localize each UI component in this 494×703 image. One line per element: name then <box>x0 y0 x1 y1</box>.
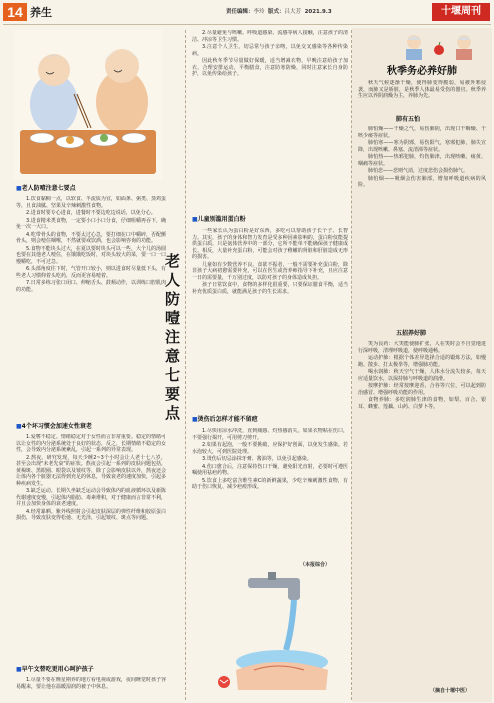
section-heading: ■烫伤后怎样才能不留疤 <box>192 416 258 423</box>
sidebar-body: 肺怕燥——干燥之气，易伤肺阴，出现口干咽燥、干咳少痰等症状。 肺怕寒——寒为阴邪，易伤阳气，寒邪犯肺，肺失宣降，出现咳嗽、鼻塞、流清涕等症状。 肺怕热——热邪犯肺，灼伤肺津，出现咳嗽、痰黄、咽痛等症状。 肺怕悲——悲则气消，过度悲伤会损伤肺气。 肺怕烟——吸烟会伤害肺部，增加呼吸道疾病的风险。 <box>358 126 486 188</box>
section-heading: ■4个坏习惯会加速女性衰老 <box>16 423 92 430</box>
article-title: 老人防噎注意七要点 <box>165 252 181 422</box>
article-source: （本报综合） <box>300 562 331 568</box>
sidebar-source: （摘自十堰中医） <box>430 688 471 694</box>
seniors-apple-illustration <box>392 30 492 60</box>
section-body-continued: 2.尽量避免与咳嗽、呼吸道感染、流感等病人接触，注意孩子的清洁、冲凉等卫生习惯。 3.注意个人卫生，切忌常与孩子亲吻，以免交叉感染等各种传染病。 因此秋冬季节尽量做好保暖，适当增减衣物，早晚注意给孩子加衣，合理安排运动，平衡膳食，注意防寒防燥，同时注意家长自身防护，以免传染给孩子。 <box>192 30 348 77</box>
section-heading: ■早午文替吃更用心呵护孩子 <box>16 666 94 673</box>
column-divider <box>185 30 186 700</box>
sidebar-heading: 五招养好肺 <box>396 330 427 337</box>
sidebar-body: 笑为良药：大笑能使肺扩张，人在笑时会不自觉地进行深呼吸，清理呼吸道，使呼吸通畅。 运动护肺：根据个体差异选择合适的锻炼方法，如慢跑、散步、打太极拳等，增强肺功能。 喝水润肺：秋天空气干燥，人体水分流失较多，每天应适量饮水，以保持肺与呼吸道的润滑。 按摩护肺：经常按摩迎香、合谷等穴位，可以起到防治感冒、增强呼吸功能的作用。 食物养肺：多吃润肺生津的食物，如梨、百合、银耳、蜂蜜、莲藕、山药、白萝卜等。 <box>358 341 486 410</box>
section-body: 一些家长认为蛋白粉是好东西，多吃可以帮助孩子长个子、长智力。其实，孩子的身体和智力发育是受多种因素影响的，蛋白粉仅能提供蛋白质，只是氨体营养中的一部分，它所不能单不能确保孩子健康成长。相反，大量补充蛋白粉，可能会对孩子稚嫩的肾脏和肝脏造成无形的损害。 儿童如有少数营养不良、食欲不振者，一般不需要补充蛋白粉，除非孩子大病初愈需要补充，可以在医生或营养师指导下补充，且应注意一日的需要量，千万别过度，以防对孩子的身体造成负担。 孩子日常饮食中，食物的多样化很重要，只要保证膳食平衡，适当补充优质蛋白质，就能满足孩子的生长需求。 <box>192 228 348 295</box>
section-heading: ■儿童别滥用蛋白粉 <box>192 216 246 223</box>
header-rule <box>3 24 491 25</box>
section-body: 1.尽量不要在晚星期养的地方看电视或游戏，夜间睡觉时孩子容易醒来，要让他在温暖湿润的被子中休息。 <box>16 677 166 690</box>
section-body: 1.饮食黏稠一点，以软食、半流质为宜，如面条、粥类、蒸鸡蛋等，且食油腻、坚果及辛辣刺激性食物。 2.进食时要专心进食，进餐时不要边吃边说话，以免分心。 3.进食精米类食物，一定要小口小口分食，仔细咀嚼再吞下，确免一次一大口。 4.吃带骨头的食物，不要太过心急，要打细在口中嚼碎，否配颤骨头，则会噎住咽喉，不然就要戒饮酒，也会影响咨询的功能。 5.食物不能块头过大，在夏以要时块头可以一些，大个儿的汤圆也要在其他老人噎住，在饿饿吃饭时，对块头较大的菜，要一口一口慢嚼吃，不可过急。 6.头部角度往下时，气管开口较小，则以进食时尽量低下头，有些老人习惯仰着头吃药，反而更容易噎着。 7.日常多练习张口闭口、伸缩舌头、鼓颊动作，以训练口腔肌肉的功能。 <box>16 196 166 293</box>
column-divider <box>351 30 352 700</box>
section-body: 1.爱嗜不稳定。情绪稳定对于女性而言非常重要。稳定的情绪可以让女性的内分泌系统处于良好的状态，反之，长期情绪不稳定的女性，会导致内分泌系统紊乱，引起一系列的异常表现。 2.熬夜。研究发现，每天少睡2~3个小时会让人老十七八岁，甚至会出现"未老先衰"的症状。熬夜会引起一系列的皮肤问题包括，黄褐斑、黑眼圈、眼袋以及皱纹等，除了会影响皮肤以外，熬夜还会让体内各个脏器无法得到充足的休息，导致衰老的速度加快，引起多种疾病发生。 3.缺乏运动。长期久坐缺乏运动会导致体内的血液循环以及新陈代谢速度变慢，引起体内脂肪、毒素堆积，对于健康而言非常不利，并且会加快身体的衰老速度。 4.经常暴晒。紫外线照射会引起皮肤深层的弹性纤维和胶原蛋白损伤，导致皮肤变得松弛、无光泽，引起皱纹、斑点等问题。 <box>16 434 166 521</box>
faucet-burn-illustration <box>208 570 348 694</box>
page-header <box>0 0 494 24</box>
page-number: 14 <box>3 3 27 21</box>
section-heading: ■老人防噎注意七要点 <box>16 185 76 192</box>
sidebar-title: 秋季务必养好肺 <box>387 66 457 77</box>
section-name: 养生 <box>30 6 52 19</box>
sidebar-intro: 秋天气候逐渐干燥，使得肺变得脆弱，易被外邪侵袭，而肺又是娇脏，是秋季人体最易受伤的器官。秋季养生应以养阴润燥为主，养肺为先。 <box>358 80 486 99</box>
sidebar-heading: 肺有五怕 <box>396 116 421 123</box>
section-body: 1.尽快用凉水冲洗，直到痛感、灼热感消失。如果衣物粘在伤口，不要强行揭开，可用剪刀剪开。 2.如果有起泡，一般不要挑破，应保护好创面，以免发生感染。若水泡较大，可到医院处理。 3.烫伤后切忌涂抹牙膏、酱油等，以免引起感染。 4.伤口愈合后，注意保持伤口干燥，避免阳光直射，必要时可遵医嘱使用祛疤药物。 5.饮食上多吃富含维生素C的新鲜蔬果，少吃辛辣刺激性食物，有助于伤口恢复、减少疤痕形成。 <box>192 428 348 490</box>
newspaper-brand: 十堰周刊 <box>432 3 490 21</box>
elderly-couple-eating-illustration <box>14 30 162 180</box>
editor-credits: 责任编辑：李玲 版式：吕大芳 2021.9.3 <box>226 9 332 15</box>
